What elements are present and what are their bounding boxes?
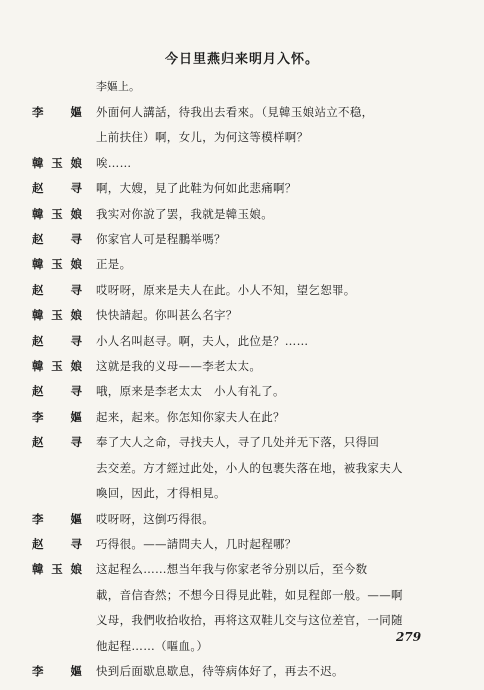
speech-text: 正是。 [96, 257, 132, 272]
dialogue-line [32, 176, 452, 201]
speaker-name: 韓玉娘 [32, 308, 82, 323]
speaker-name: 赵 寻 [32, 181, 82, 196]
dialogue-line [32, 405, 452, 430]
speaker-name: 赵 寻 [32, 536, 82, 551]
dialogue-block [32, 100, 452, 684]
speech-text: 你家官人可是程鵬举嗎？ [96, 232, 226, 247]
speech-text: 哦，原来是李老太太 小人有礼了。 [96, 384, 285, 399]
speech-text: 我实对你說了罢，我就是韓玉娘。 [96, 206, 273, 221]
dialogue-line [32, 532, 452, 557]
dialogue-line [32, 227, 452, 252]
verse-line: 今日里燕归来明月入怀。 [164, 52, 319, 67]
dialogue-line [32, 100, 452, 151]
speaker-name: 赵 寻 [32, 282, 82, 297]
speaker-name: 韓玉娘 [32, 155, 82, 170]
speaker-name: 赵 寻 [32, 333, 82, 348]
speech-text: 奉了大人之命，寻找夫人，寻了几处并无下落，只得回 [96, 435, 380, 450]
speech-continuation: 上前扶住）啊，女儿，为何这等模样啊？ [96, 130, 309, 145]
speaker-name: 李 嫗 [32, 511, 82, 526]
speech-text: 哎呀呀，原来是夫人在此。小人不知，望乞恕罪。 [96, 282, 356, 297]
speaker-name: 李 嫗 [32, 409, 82, 424]
speech-continuation: 喚回，因此，才得相見。 [96, 486, 226, 501]
speaker-name: 韓玉娘 [32, 562, 82, 577]
dialogue-line [32, 557, 452, 659]
speech-text: 哎呀呀，这倒巧得很。 [96, 511, 214, 526]
speech-continuation: 他起程……（嘔血。） [96, 638, 209, 653]
dialogue-line [32, 303, 452, 328]
speaker-name: 赵 寻 [32, 232, 82, 247]
stage-direction: 李嫗上。 [96, 80, 140, 93]
page-number: 279 [396, 630, 422, 644]
dialogue-line [32, 202, 452, 227]
speech-text: 这起程么……想当年我与你家老爷分别以后，至今数 [96, 562, 368, 577]
dialogue-line [32, 278, 452, 303]
speech-text: 啊，大嫂，見了此鞋为何如此悲痛啊？ [96, 181, 297, 196]
dialogue-line [32, 354, 452, 379]
speaker-name: 韓玉娘 [32, 206, 82, 221]
speaker-name: 李 嫗 [32, 105, 82, 119]
speech-text: 起来，起来。你怎知你家夫人在此？ [96, 409, 285, 424]
speaker-name: 韓玉娘 [32, 359, 82, 374]
speaker-name: 赵 寻 [32, 384, 82, 399]
dialogue-line [32, 151, 452, 176]
speech-continuation: 义母，我們收拾收拾，再将这双鞋儿交与这位差官，一同随 [96, 613, 403, 628]
speaker-name: 韓玉娘 [32, 257, 82, 272]
speech-text: 唉…… [96, 155, 132, 170]
speaker-name: 赵 寻 [32, 435, 82, 450]
dialogue-line [32, 329, 452, 354]
dialogue-line [32, 659, 452, 684]
speech-continuation: 載，音信杳然；不想今日得見此鞋，如見程郎一般。——啊 [96, 587, 403, 602]
speech-text: 外面何人講話，待我出去看來。（見韓玉娘站立不稳， [96, 105, 374, 119]
speech-text: 快到后面歇息歇息，待等病体好了，再去不迟。 [96, 663, 344, 678]
speech-text: 小人名叫赵寻。啊，夫人，此位是？…… [96, 333, 309, 348]
dialogue-line [32, 430, 452, 506]
dialogue-line [32, 252, 452, 277]
speech-text: 快快請起。你叫甚么名字？ [96, 308, 238, 323]
speech-continuation: 去交差。方才經过此处，小人的包裹失落在地，被我家夫人 [96, 460, 403, 475]
speech-text: 这就是我的义母——李老太太。 [96, 359, 262, 374]
dialogue-line [32, 379, 452, 404]
dialogue-line [32, 507, 452, 532]
speech-text: 巧得很。——請問夫人，几时起程哪？ [96, 536, 297, 551]
speaker-name: 李 嫗 [32, 663, 82, 678]
